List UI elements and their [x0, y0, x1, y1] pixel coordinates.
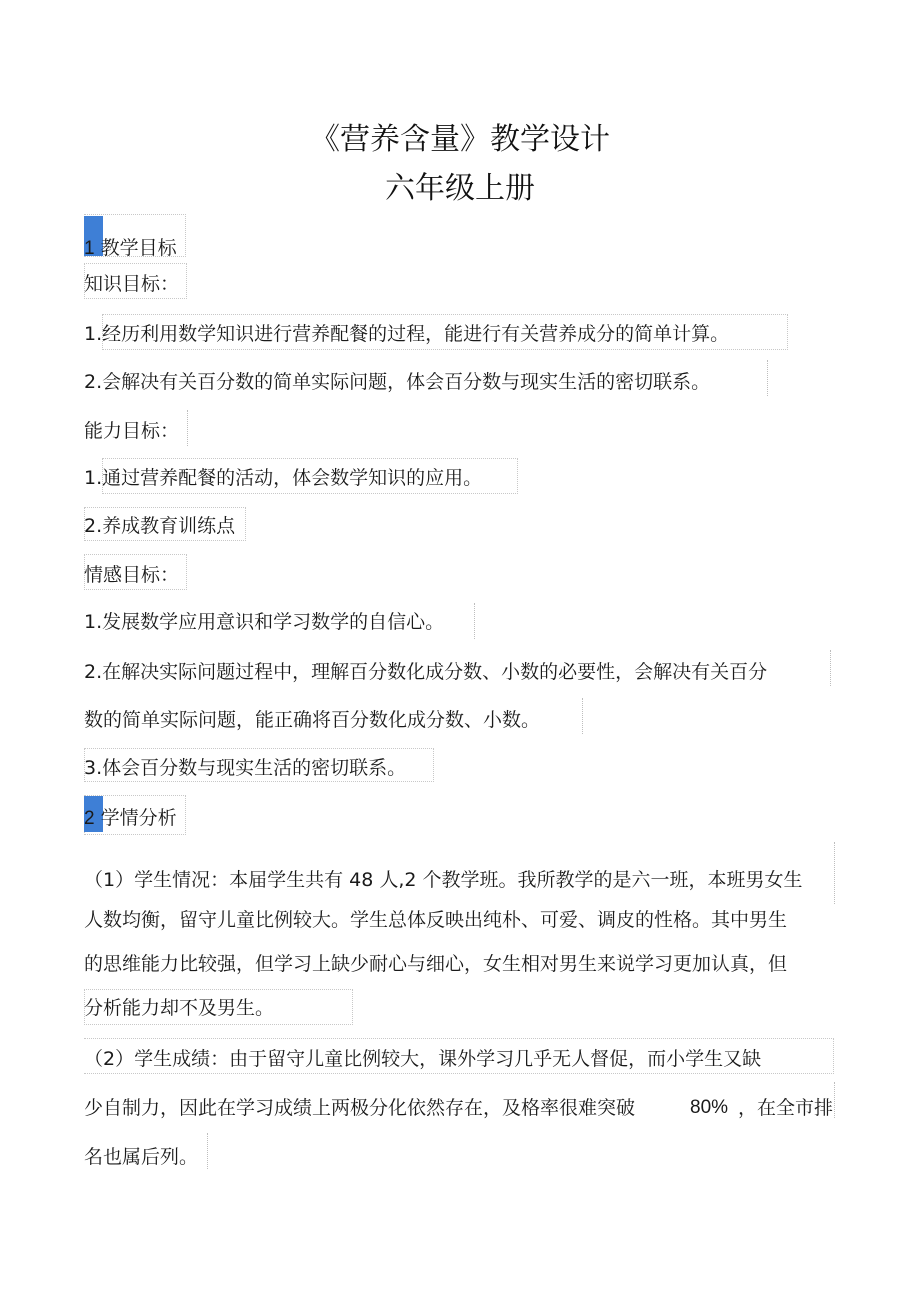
section2-number: 2 [84, 808, 95, 829]
frame-edge [767, 360, 768, 396]
knowledge-goals-label: 知识目标： [84, 273, 180, 295]
frame-edge [187, 410, 188, 446]
para2-line-2: 少自制力，因此在学习成绩上两极分化依然存在，及格率很难突破 [84, 1097, 636, 1119]
document-subtitle: 六年级上册 [385, 171, 535, 206]
section1-number: 1 [84, 238, 95, 259]
ability-item-2: 2.养成教育训练点 [84, 515, 236, 537]
frame-edge [582, 698, 583, 734]
ability-goals-label: 能力目标： [84, 420, 180, 442]
para2-line-3: 名也属后列。 [84, 1146, 199, 1168]
para2-line-2-tail: ，在全市排 [738, 1097, 834, 1119]
section1-heading [84, 236, 177, 261]
section1-heading-text: 教学目标 [100, 237, 177, 259]
ability-item-1: 1.通过营养配餐的活动，体会数学知识的应用。 [84, 467, 483, 489]
frame-edge [474, 603, 475, 639]
knowledge-item-1: 1.经历利用数学知识进行营养配餐的过程，能进行有关营养成分的简单计算。 [84, 323, 730, 345]
frame-edge [207, 1133, 208, 1169]
document-title: 《营养含量》教学设计 [310, 122, 610, 157]
para1-line-3: 的思维能力比较强，但学习上缺少耐心与细心，女生相对男生来说学习更加认真，但 [84, 953, 788, 975]
section2-heading [84, 806, 177, 831]
frame-edge [830, 650, 831, 686]
para1-line-4: 分析能力却不及男生。 [84, 997, 275, 1019]
emotion-item-1: 1.发展数学应用意识和学习数学的自信心。 [84, 611, 445, 633]
para1-line-1: （1）学生情况：本届学生共有 48 人,2 个教学班。我所教学的是六一班，本班男女生 [84, 869, 803, 891]
para2-line-1: （2）学生成绩：由于留守儿童比例较大，课外学习几乎无人督促，而小学生又缺 [84, 1048, 762, 1070]
emotion-item-2: 2.在解决实际问题过程中，理解百分数化成分数、小数的必要性，会解决有关百分 [84, 661, 768, 683]
frame-edge [834, 1082, 835, 1118]
emotion-item-2-continued: 数的简单实际问题，能正确将百分数化成分数、小数。 [84, 709, 541, 731]
pass-rate-value: 80% [690, 1097, 729, 1118]
para1-line-2: 人数均衡，留守儿童比例较大。学生总体反映出纯朴、可爱、调皮的性格。其中男生 [84, 909, 788, 931]
emotion-item-3: 3.体会百分数与现实生活的密切联系。 [84, 757, 407, 779]
section2-heading-text: 学情分析 [100, 807, 177, 829]
knowledge-item-2: 2.会解决有关百分数的简单实际问题，体会百分数与现实生活的密切联系。 [84, 371, 711, 393]
emotion-goals-label: 情感目标： [84, 564, 180, 586]
frame-edge [834, 842, 835, 904]
